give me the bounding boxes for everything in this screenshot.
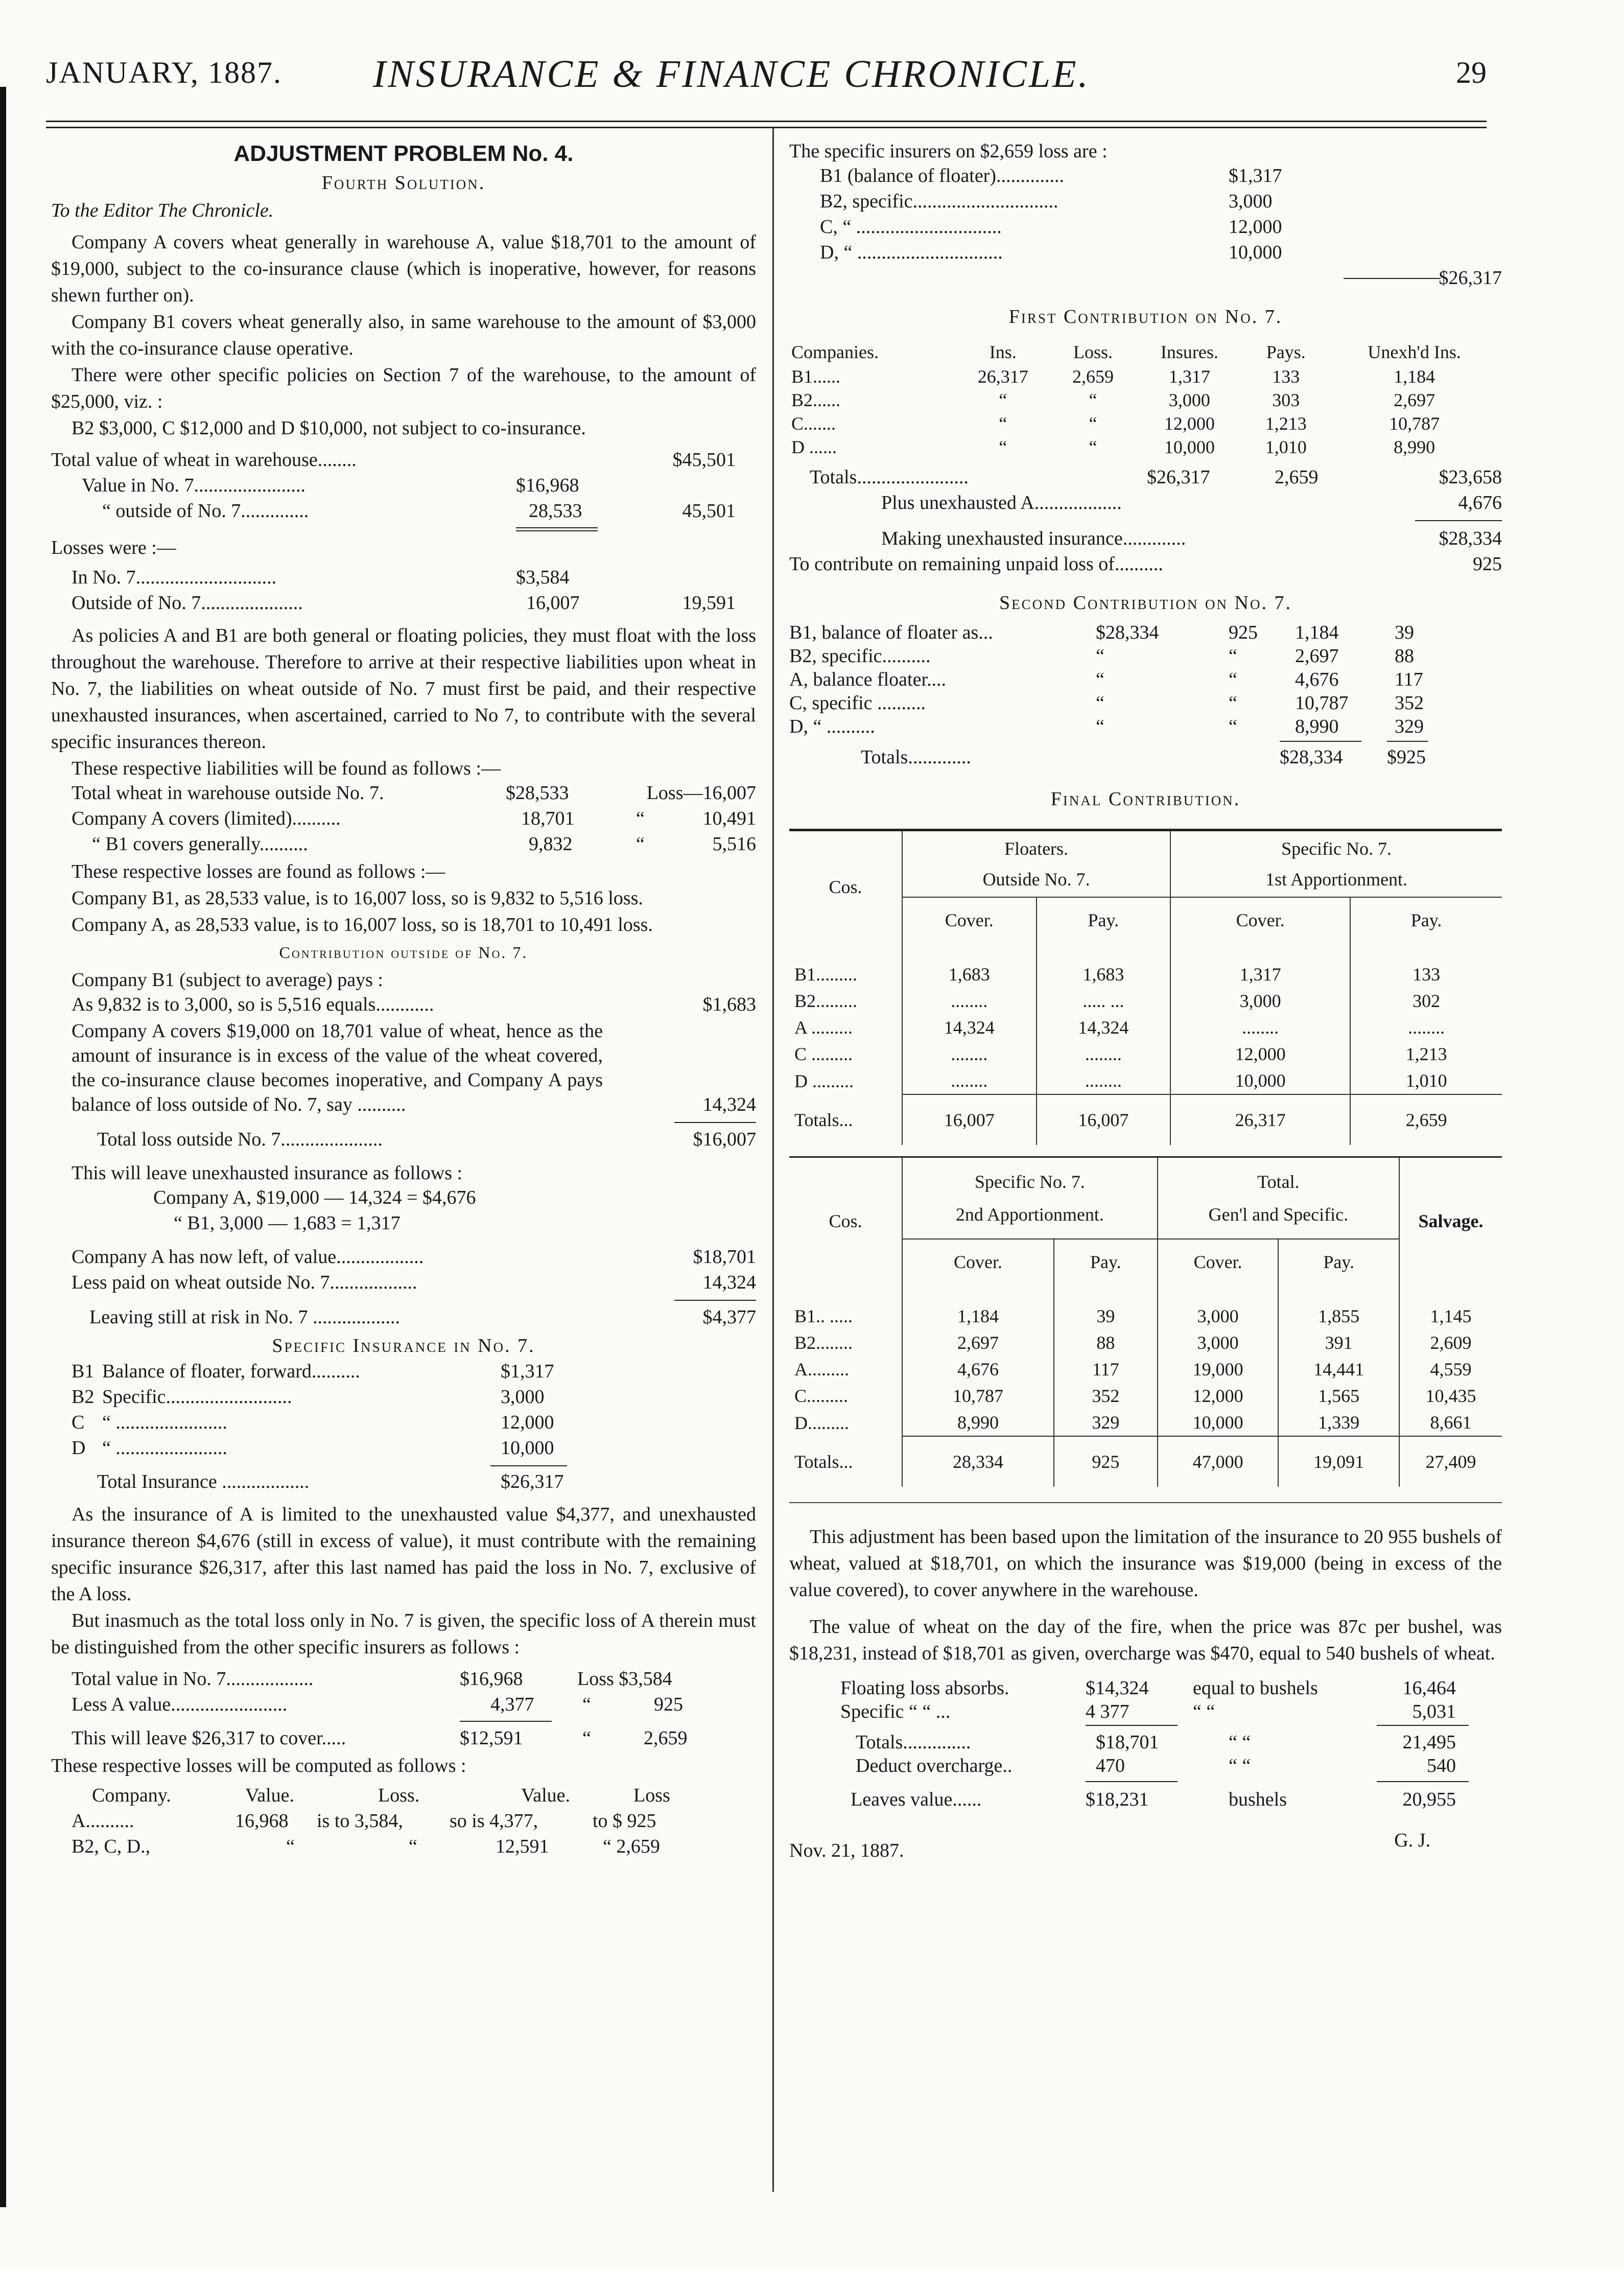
section-heading: Final Contribution. bbox=[1050, 788, 1241, 810]
second-contribution-row: D, “ .......... “ “ 8,990 329 bbox=[789, 716, 1424, 737]
table-row: B1.. ..... 1,184 39 3,000 1,855 1,145 bbox=[789, 1284, 1502, 1329]
specific-insurance-row: B1 Balance of floater, forward.......... $1,317 bbox=[72, 1361, 554, 1382]
table-header: Pay. bbox=[1037, 897, 1171, 943]
totals-row: Totals... 16,007 16,007 26,317 2,659 bbox=[789, 1094, 1502, 1145]
paragraph: These respective losses will be computed as follows : bbox=[51, 1755, 466, 1776]
table-header: Unexh'd Ins. bbox=[1368, 342, 1461, 362]
specific-insurance-row: C “ ....................... 12,000 bbox=[72, 1412, 554, 1433]
value-left-row: Company A has now left, of value.................. $18,701 bbox=[72, 1246, 756, 1268]
table-header: Cover. bbox=[1170, 897, 1350, 943]
risk-row: Leaving still at risk in No. 7 .................. $4,377 bbox=[89, 1306, 756, 1328]
column-divider bbox=[772, 128, 774, 2192]
paragraph: There were other specific policies on Section 7 of the warehouse, to the amount of $25,000, viz. : bbox=[51, 364, 756, 412]
insurer-row: B2, specific.............................. 3,000 bbox=[820, 191, 1273, 212]
second-contribution-row: B1, balance of floater as... $28,334 925 1,184 39 bbox=[789, 622, 1414, 643]
second-contribution-row: A, balance floater.... “ “ 4,676 117 bbox=[789, 669, 1423, 690]
insurer-row: D, “ .............................. 10,000 bbox=[820, 242, 1282, 263]
final-contribution-table-2 bbox=[789, 1158, 1502, 1487]
specific-insurance-row: B2 Specific.......................... 3,000 bbox=[72, 1386, 545, 1408]
table-row: A ......... 14,324 14,324 ........ ........ bbox=[789, 1014, 1502, 1041]
page-number: 29 bbox=[1456, 56, 1487, 89]
total-loss-row: Total loss outside No. 7..................... $16,007 bbox=[97, 1129, 756, 1150]
table-row: B2........ 2,697 88 3,000 391 2,609 bbox=[789, 1329, 1502, 1356]
paragraph: Company A, as 28,533 value, is to 16,007 loss, so is 18,701 to 10,491 loss. bbox=[72, 914, 653, 935]
publication-title: INSURANCE & FINANCE CHRONICLE. bbox=[373, 53, 1090, 96]
unexhausted-row: Company A, $19,000 — 14,324 = $4,676 bbox=[153, 1187, 476, 1208]
salutation: To the Editor The Chronicle. bbox=[51, 200, 274, 221]
right-column bbox=[789, 138, 1502, 1865]
value-row: “ outside of No. 7.............. 28,533 45,501 bbox=[102, 500, 736, 522]
table-row: D ...... “ “ 10,000 1,010 8,990 bbox=[791, 437, 1435, 457]
table-header: Cover. bbox=[902, 897, 1037, 943]
first-totals-row: Totals....................... $26,317 2,659 $23,658 bbox=[810, 466, 1502, 488]
paragraph: But inasmuch as the total loss only in No. 7 is given, the specific loss of A therein must be distinguished from the other specific insurers as follows : bbox=[51, 1610, 756, 1658]
leaves-row: Leaves value...... $18,231 bushels 20,955 bbox=[851, 1789, 1456, 1810]
value-loss-row: This will leave $26,317 to cover..... $12,591 “ 2,659 bbox=[72, 1727, 688, 1749]
second-contribution-row: C, specific .......... “ “ 10,787 352 bbox=[789, 692, 1424, 714]
left-column bbox=[51, 138, 756, 1861]
paragraph: Company A covers wheat generally in warehouse A, value $18,701 to the amount of $19,000, subject to the co-insurance clause (which is inoperative, however, for reasons shewn further on). bbox=[51, 231, 756, 306]
article-heading: ADJUSTMENT PROBLEM No. 4. bbox=[233, 141, 574, 166]
table-header: Specific No. 7. 2nd Apportionment. bbox=[902, 1158, 1158, 1239]
second-contribution-list bbox=[789, 621, 1502, 739]
unexhausted-row: “ B1, 3,000 — 1,683 = 1,317 bbox=[174, 1212, 401, 1234]
table-row: B1......... 1,683 1,683 1,317 133 bbox=[789, 943, 1502, 988]
value-row: Total value of wheat in warehouse........ $45,501 bbox=[51, 449, 736, 471]
paragraph: Company B1, as 28,533 value, is to 16,007 loss, so is 9,832 to 5,516 loss. bbox=[72, 887, 643, 909]
table-header: Specific No. 7. 1st Apportionment. bbox=[1170, 830, 1502, 898]
contribute-row: To contribute on remaining unpaid loss of.......... 925 bbox=[789, 553, 1502, 575]
table-header: Pay. bbox=[1054, 1239, 1158, 1284]
contribution-row: Company A covers $19,000 on 18,701 value of wheat, hence as the amount of insurance is in excess of the value of the wheat covered, the co-insurance clause becomes inoperative, and Company A pays balance of loss outside of No. 7, say .......... 14,324 bbox=[72, 1020, 756, 1115]
insurer-row: B1 (balance of floater).............. $1,317 bbox=[820, 165, 1282, 186]
header-rule-2 bbox=[46, 127, 1487, 128]
specific-insurance-row: D “ ....................... 10,000 bbox=[72, 1437, 554, 1459]
totals-row: Totals... 28,334 925 47,000 19,091 27,409 bbox=[789, 1436, 1502, 1487]
final-contribution-table-1 bbox=[789, 829, 1502, 1145]
paragraph: B2 $3,000, C $12,000 and D $10,000, not subject to co-insurance. bbox=[72, 417, 586, 439]
paragraph: Company B1 (subject to average) pays : bbox=[72, 969, 383, 991]
table-header: Pay. bbox=[1278, 1239, 1399, 1284]
total-insurance-row: Total Insurance .................. $26,317 bbox=[97, 1471, 564, 1492]
making-row: Making unexhausted insurance............. $28,334 bbox=[881, 528, 1502, 549]
paragraph: This will leave unexhausted insurance as follows : bbox=[72, 1162, 463, 1184]
plus-row: Plus unexhausted A.................. 4,676 bbox=[881, 492, 1502, 513]
table-header: Cos. bbox=[829, 877, 862, 897]
liability-row: “ B1 covers generally.......... 9,832 “ 5,516 bbox=[92, 833, 756, 855]
table-header: Insures. bbox=[1160, 342, 1218, 362]
issue-date: JANUARY, 1887. bbox=[46, 56, 282, 89]
table-row: D......... 8,990 329 10,000 1,339 8,661 bbox=[789, 1409, 1502, 1436]
paragraph: As policies A and B1 are both general or floating policies, they must float with the loss throughout the warehouse. Therefore to arrive at their respective liabilities upon wheat in No. 7, the liabilities on wheat outside of No. 7 must first be paid, and their respective unexhausted insurances, when ascertained, carried to No 7, to contribute with the several specific insurances thereon. bbox=[51, 625, 756, 753]
table-header: Cover. bbox=[902, 1239, 1054, 1284]
paragraph: As the insurance of A is limited to the unexhausted value $4,377, and unexhausted insurance thereon $4,676 (still in excess of value), it must contribute with the remaining specific insurance $26,317, after this last named has paid the loss in No. 7, exclusive of the A loss. bbox=[51, 1504, 756, 1605]
insurers-total-row: $26,317 bbox=[789, 267, 1502, 292]
floating-loss-row: Deduct overcharge.. 470 “ “ 540 bbox=[856, 1755, 1456, 1776]
value-loss-row: Total value in No. 7.................. $16,968 Loss $3,584 bbox=[72, 1668, 672, 1690]
floating-loss-row: Specific “ “ ... 4 377 “ “ 5,031 bbox=[840, 1701, 1456, 1722]
table-header: Total. Gen'l and Specific. bbox=[1158, 1158, 1399, 1239]
loss-row: In No. 7............................. $3,584 bbox=[72, 567, 570, 588]
insurer-row: C, “ .............................. 12,000 bbox=[820, 216, 1282, 238]
liability-row: Total wheat in warehouse outside No. 7. $28,533 Loss—16,007 bbox=[72, 782, 756, 804]
table-row: C....... “ “ 12,000 1,213 10,787 bbox=[791, 413, 1440, 434]
article-subheading: Fourth Solution. bbox=[321, 172, 486, 194]
floating-loss-totals bbox=[789, 1731, 1502, 1778]
loss-row: Outside of No. 7..................... 16,007 19,591 bbox=[72, 592, 736, 614]
paragraph: These respective losses are found as follows :— bbox=[72, 861, 445, 882]
value-loss-row: Less A value........................ 4,377 “ 925 bbox=[72, 1694, 683, 1715]
value-left-row: Less paid on wheat outside No. 7.................. 14,324 bbox=[72, 1272, 756, 1293]
table-header: Cover. bbox=[1158, 1239, 1279, 1284]
table-row: C ......... ........ ........ 12,000 1,213 bbox=[789, 1041, 1502, 1067]
section-heading: Second Contribution on No. 7. bbox=[999, 592, 1292, 614]
table-row: B2......... ........ ..... ... 3,000 302 bbox=[789, 988, 1502, 1014]
scan-edge-bar bbox=[0, 87, 6, 2207]
paragraph: These respective liabilities will be found as follows :— bbox=[72, 758, 501, 779]
floating-loss-row: Floating loss absorbs. $14,324 equal to bushels 16,464 bbox=[840, 1677, 1456, 1699]
page-header bbox=[46, 55, 1487, 111]
specific-insurers-list bbox=[789, 165, 1502, 267]
table-header: Salvage. bbox=[1399, 1158, 1502, 1284]
table-header: Companies. bbox=[791, 342, 879, 362]
value-row: Value in No. 7....................... $16,968 bbox=[82, 475, 579, 496]
specific-insurance-list bbox=[51, 1360, 756, 1462]
table-row: B2...... “ “ 3,000 303 2,697 bbox=[791, 390, 1435, 410]
computation-header: Company. Value. Loss. Value. Loss bbox=[92, 1785, 670, 1806]
floating-loss-row: Totals.............. $18,701 “ “ 21,495 bbox=[856, 1732, 1456, 1753]
section-heading: First Contribution on No. 7. bbox=[1008, 306, 1283, 328]
table-row: C......... 10,787 352 12,000 1,565 10,435 bbox=[789, 1383, 1502, 1409]
table-row: B1...... 26,317 2,659 1,317 133 1,184 bbox=[791, 366, 1435, 387]
first-contribution-table bbox=[789, 339, 1502, 459]
liability-row: Company A covers (limited).......... 18,701 “ 10,491 bbox=[72, 808, 756, 829]
section-heading: Specific Insurance in No. 7. bbox=[272, 1335, 535, 1356]
second-contribution-row: B2, specific.......... “ “ 2,697 88 bbox=[789, 645, 1414, 667]
table-header: Pay. bbox=[1350, 897, 1502, 943]
table-row: D ......... ........ ........ 10,000 1,010 bbox=[789, 1067, 1502, 1094]
floating-loss-list bbox=[789, 1677, 1502, 1724]
author-initials: G. J. bbox=[1394, 1830, 1430, 1851]
letter-date: Nov. 21, 1887. bbox=[789, 1840, 904, 1861]
paragraph: Company B1 covers wheat generally also, in same warehouse to the amount of $3,000 with the co-insurance clause operative. bbox=[51, 311, 756, 359]
table-header: Loss. bbox=[1073, 342, 1113, 362]
computation-row: A.......... 16,968 is to 3,584, so is 4,377, to $ 925 bbox=[72, 1810, 656, 1832]
contribution-row: As 9,832 is to 3,000, so is 5,516 equals............ $1,683 bbox=[72, 994, 756, 1015]
paragraph: The value of wheat on the day of the fire, when the price was 87c per bushel, was $18,231, instead of $18,701 as given, overcharge was $470, equal to 540 bushels of wheat. bbox=[789, 1616, 1502, 1664]
losses-label: Losses were :— bbox=[51, 537, 176, 558]
table-header: Cos. bbox=[829, 1211, 862, 1231]
header-rule bbox=[46, 121, 1487, 122]
signature-row bbox=[789, 1830, 1502, 1865]
paragraph: This adjustment has been based upon the limitation of the insurance to 20 955 bushels of wheat, valued at $18,701, on which the insurance was $19,000 (being in excess of the value covered), to cover anywhere in the warehouse. bbox=[789, 1526, 1502, 1601]
second-totals-row: Totals............. $28,334 $925 bbox=[861, 746, 1426, 768]
table-header: Floaters. Outside No. 7. bbox=[902, 830, 1170, 898]
table-header: Ins. bbox=[989, 342, 1017, 362]
section-heading: Contribution outside of No. 7. bbox=[279, 943, 528, 962]
table-row: A......... 4,676 117 19,000 14,441 4,559 bbox=[789, 1356, 1502, 1383]
table-header: Pays. bbox=[1266, 342, 1306, 362]
paragraph: The specific insurers on $2,659 loss are : bbox=[789, 141, 1108, 162]
computation-row: B2, C, D., “ “ 12,591 “ 2,659 bbox=[72, 1836, 660, 1857]
